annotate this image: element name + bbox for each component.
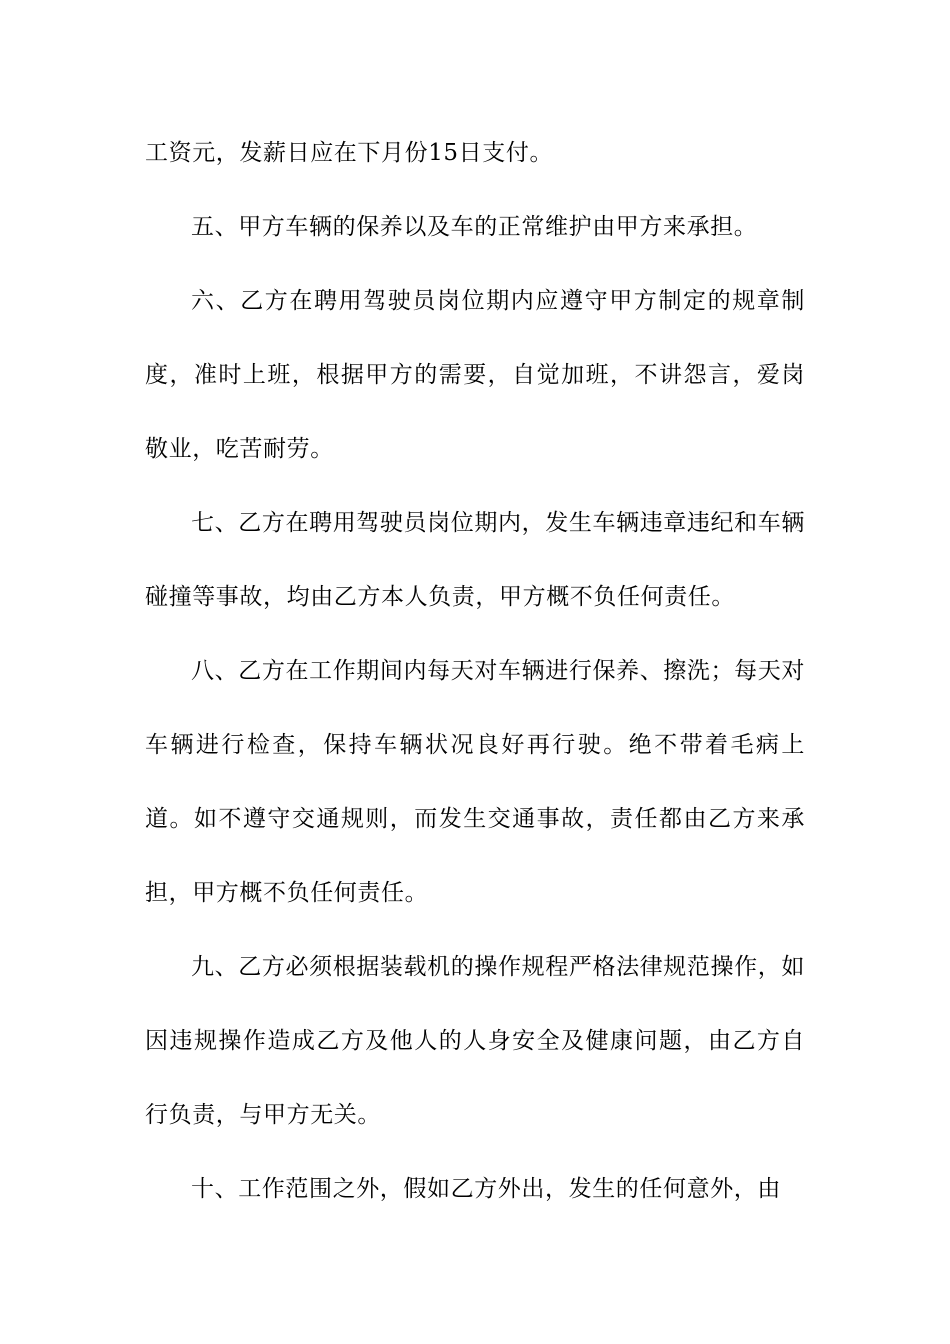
paragraph-clause-6: 六、乙方在聘用驾驶员岗位期内应遵守甲方制定的规章制度，准时上班，根据甲方的需要，自觉加班，不讲怨言，爱岗敬业，吃苦耐劳。 bbox=[145, 288, 805, 462]
document-body bbox=[145, 116, 805, 1226]
paragraph-clause-9: 九、乙方必须根据装载机的操作规程严格法律规范操作，如因违规操作造成乙方及他人的人身安全及健康问题，由乙方自行负责，与甲方无关。 bbox=[145, 954, 805, 1128]
paragraph-clause-8: 八、乙方在工作期间内每天对车辆进行保养、擦洗；每天对车辆进行检查，保持车辆状况良好再行驶。绝不带着毛病上道。如不遵守交通规则，而发生交通事故，责任都由乙方来承担，甲方概不负任何责任。 bbox=[145, 658, 805, 906]
paragraph-clause-5: 五、甲方车辆的保养以及车的正常维护由甲方来承担。 bbox=[191, 214, 758, 240]
paragraph-salary-continuation: 工资元，发薪日应在下月份15日支付。 bbox=[145, 140, 554, 166]
paragraph-clause-10: 十、工作范围之外，假如乙方外出，发生的任何意外，由 bbox=[191, 1176, 781, 1202]
paragraph-clause-7: 七、乙方在聘用驾驶员岗位期内，发生车辆违章违纪和车辆碰撞等事故，均由乙方本人负责，甲方概不负任何责任。 bbox=[145, 510, 805, 610]
